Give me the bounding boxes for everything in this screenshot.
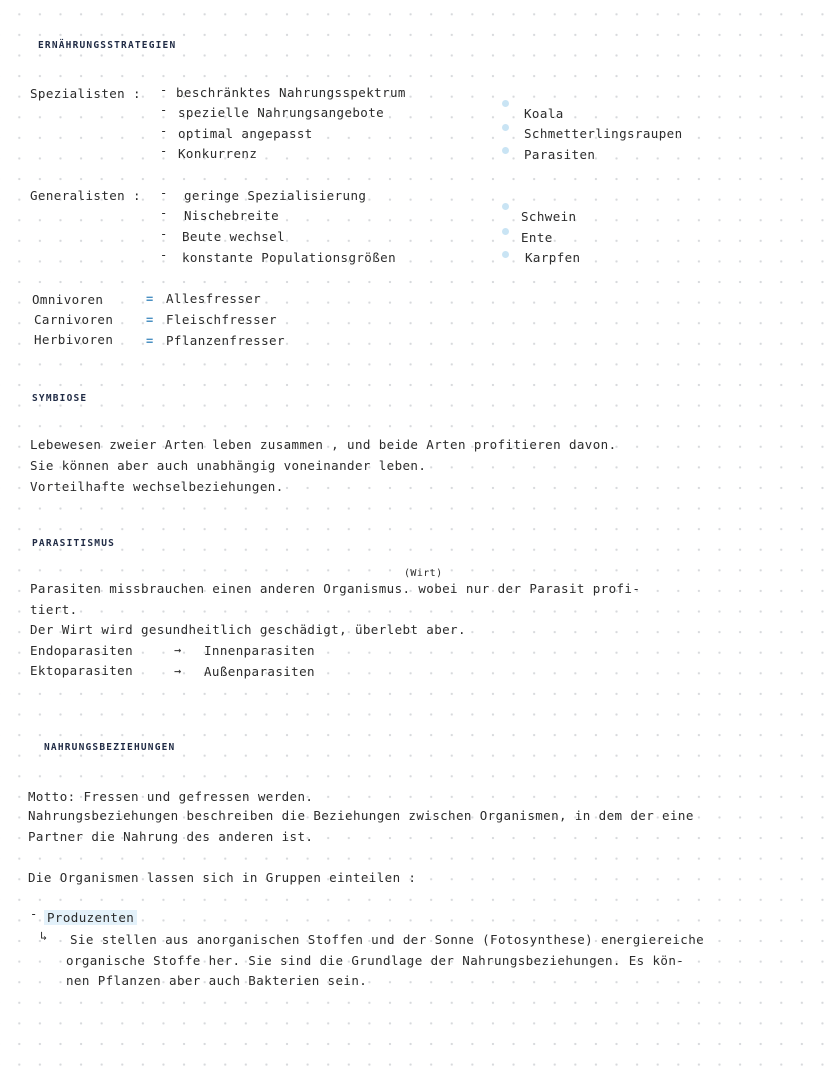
specialist-trait: beschränktes Nahrungsspektrum xyxy=(176,85,406,100)
arrow-right-icon: → xyxy=(174,643,182,657)
specialists-label: Spezialisten : xyxy=(30,86,141,101)
dash-icon: - xyxy=(160,144,168,158)
symbiosis-line: Lebewesen zweier Arten leben zusammen , und beide Arten profitieren davon. xyxy=(30,437,617,452)
dash-icon: - xyxy=(160,103,168,117)
arrow-down-right-icon: ↳ xyxy=(40,929,48,943)
producers-title xyxy=(44,910,137,926)
symbiosis-line: Sie können aber auch unabhängig voneinander leben. xyxy=(30,458,427,473)
dash-icon: - xyxy=(160,186,168,200)
food-relations-line: Motto: Fressen und gefressen werden. xyxy=(28,789,314,804)
dash-icon: - xyxy=(30,907,38,921)
producers-line: organische Stoffe her. Sie sind die Grundlage der Nahrungsbeziehungen. Es kön- xyxy=(66,953,685,968)
generalist-example: Schwein xyxy=(521,209,577,224)
equals-icon: = xyxy=(146,313,154,327)
host-annotation: (Wirt) xyxy=(404,568,443,579)
diet-meaning: Fleischfresser xyxy=(166,312,277,327)
parasitism-line: Der Wirt wird gesundheitlich geschädigt, überlebt aber. xyxy=(30,622,466,637)
food-relations-line: Partner die Nahrung des anderen ist. xyxy=(28,829,314,844)
specialist-example: Koala xyxy=(524,106,564,121)
producers-title-label: Produzenten xyxy=(44,910,137,925)
equals-icon: = xyxy=(146,292,154,306)
parasite-type-term: Ektoparasiten xyxy=(30,663,134,678)
diet-meaning: Pflanzenfresser xyxy=(166,333,285,348)
arrow-right-icon: → xyxy=(174,664,182,678)
diet-term: Herbivoren xyxy=(34,332,114,347)
generalist-example: Ente xyxy=(521,230,553,245)
specialist-example: Parasiten xyxy=(524,147,596,162)
diet-meaning: Allesfresser xyxy=(166,291,262,306)
bullet-dot-icon xyxy=(502,251,509,258)
generalist-trait: geringe Spezialisierung xyxy=(184,188,367,203)
parasitism-line: tiert. xyxy=(30,602,78,617)
generalist-example: Karpfen xyxy=(525,250,581,265)
symbiosis-line: Vorteilhafte wechselbeziehungen. xyxy=(30,479,284,494)
dash-icon: - xyxy=(160,248,168,262)
section-heading-food-relations: NAHRUNGSBEZIEHUNGEN xyxy=(44,742,176,753)
parasite-type-term: Endoparasiten xyxy=(30,643,134,658)
parasite-type-meaning: Innenparasiten xyxy=(204,643,315,658)
generalist-trait: Nischebreite xyxy=(184,208,280,223)
section-heading-parasitism: PARASITISMUS xyxy=(32,538,116,549)
groups-intro: Die Organismen lassen sich in Gruppen einteilen : xyxy=(28,870,417,885)
bullet-dot-icon xyxy=(502,100,509,107)
parasite-type-meaning: Außenparasiten xyxy=(204,664,315,679)
producers-line: nen Pflanzen aber auch Bakterien sein. xyxy=(66,973,368,988)
diet-term: Omnivoren xyxy=(32,292,104,307)
generalist-trait: Beute wechsel xyxy=(182,229,286,244)
section-heading-nutrition: ERNÄHRUNGSSTRATEGIEN xyxy=(38,40,177,51)
specialist-trait: Konkurrenz xyxy=(178,146,258,161)
diet-term: Carnivoren xyxy=(34,312,114,327)
equals-icon: = xyxy=(146,334,154,348)
food-relations-line: Nahrungsbeziehungen beschreiben die Beziehungen zwischen Organismen, in dem der eine xyxy=(28,808,694,823)
bullet-dot-icon xyxy=(502,228,509,235)
specialist-trait: optimal angepasst xyxy=(178,126,313,141)
generalists-label: Generalisten : xyxy=(30,188,141,203)
dash-icon: - xyxy=(160,206,168,220)
specialist-example: Schmetterlingsraupen xyxy=(524,126,683,141)
parasitism-line: Parasiten missbrauchen einen anderen Organismus. wobei nur der Parasit profi- xyxy=(30,581,641,596)
bullet-dot-icon xyxy=(502,147,509,154)
generalist-trait: konstante Populationsgrößen xyxy=(182,250,396,265)
bullet-dot-icon xyxy=(502,203,509,210)
dash-icon: - xyxy=(160,83,168,97)
producers-line: Sie stellen aus anorganischen Stoffen und der Sonne (Fotosynthese) energiereiche xyxy=(70,932,705,947)
dash-icon: - xyxy=(160,124,168,138)
bullet-dot-icon xyxy=(502,124,509,131)
specialist-trait: spezielle Nahrungsangebote xyxy=(178,105,385,120)
dash-icon: - xyxy=(160,227,168,241)
section-heading-symbiosis: SYMBIOSE xyxy=(32,393,88,404)
